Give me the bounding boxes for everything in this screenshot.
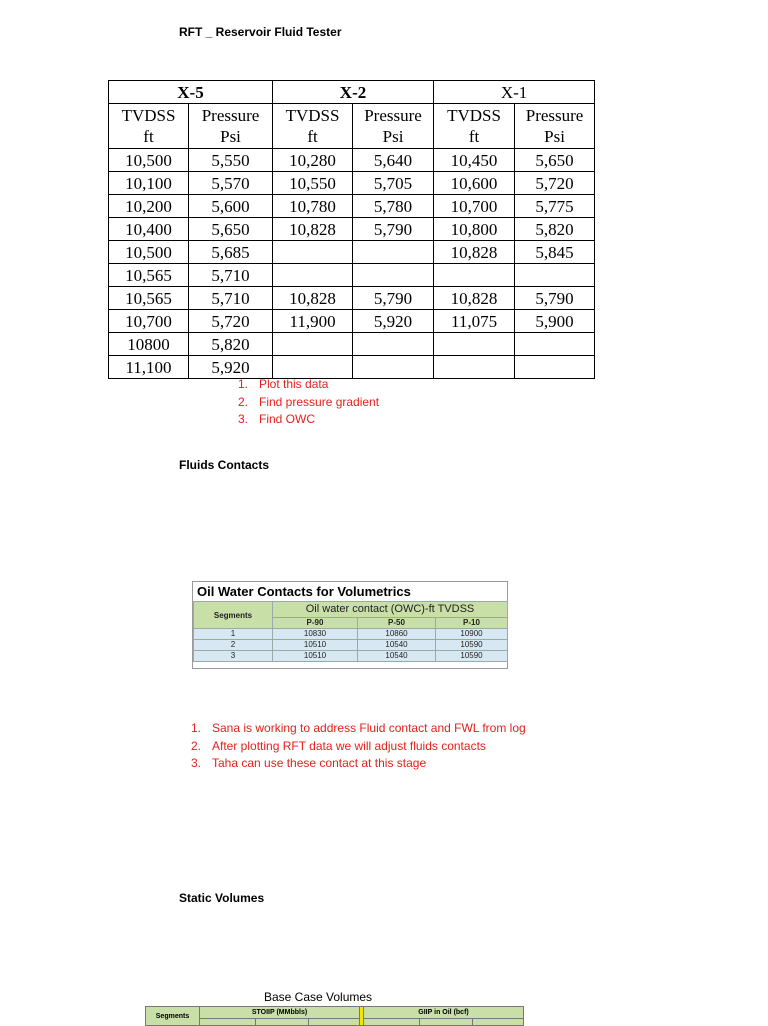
rft-cell xyxy=(434,264,515,287)
owc-contact-header: Oil water contact (OWC)-ft TVDSS xyxy=(273,602,508,618)
owc-cell: 10510 xyxy=(273,640,358,651)
rft-subheader-line: Psi xyxy=(382,127,404,146)
rft-heading: RFT _ Reservoir Fluid Tester xyxy=(179,25,342,39)
owc-table-title: Oil Water Contacts for Volumetrics xyxy=(197,584,411,599)
rft-row xyxy=(109,149,595,172)
rft-cell: 10,280 xyxy=(273,149,353,172)
rft-cell: 5,820 xyxy=(515,218,595,241)
rft-cell xyxy=(434,333,515,356)
rft-subheader-line: Pressure xyxy=(201,106,260,125)
rft-subheader xyxy=(273,104,353,149)
list-number: 2. xyxy=(191,738,202,753)
rft-cell xyxy=(273,333,353,356)
rft-table xyxy=(108,80,595,379)
base-case-title: Base Case Volumes xyxy=(264,990,373,1004)
rft-cell: 5,550 xyxy=(189,149,273,172)
list-item-text: After plotting RFT data we will adjust fluids contacts xyxy=(212,738,486,753)
rft-subheader-line: Pressure xyxy=(525,106,584,125)
list-item xyxy=(191,738,526,756)
well-header-x5: X-5 xyxy=(109,81,273,104)
owc-cell: 10540 xyxy=(358,651,436,662)
rft-cell: 5,920 xyxy=(353,310,434,333)
rft-cell: 5,845 xyxy=(515,241,595,264)
rft-cell: 10,780 xyxy=(273,195,353,218)
rft-cell xyxy=(273,241,353,264)
rft-cell: 5,710 xyxy=(189,264,273,287)
rft-cell: 11,900 xyxy=(273,310,353,333)
rft-cell: 10,828 xyxy=(434,241,515,264)
base-stoiip-sub xyxy=(200,1019,256,1026)
list-number: 2. xyxy=(238,394,249,409)
owc-table xyxy=(193,601,508,662)
owc-row xyxy=(194,651,508,662)
base-giip-sub xyxy=(420,1019,473,1026)
owc-cell: 10590 xyxy=(436,651,508,662)
rft-subheader xyxy=(515,104,595,149)
owc-table-box xyxy=(192,581,508,669)
rft-cell xyxy=(515,264,595,287)
rft-cell: 10,565 xyxy=(109,264,189,287)
rft-cell: 5,790 xyxy=(353,218,434,241)
rft-cell: 10,450 xyxy=(434,149,515,172)
rft-row xyxy=(109,195,595,218)
list-item-text: Taha can use these contact at this stage xyxy=(212,756,427,770)
list-item-text: Plot this data xyxy=(259,377,329,391)
list-item xyxy=(238,411,379,429)
base-segments-header: Segments xyxy=(146,1007,200,1026)
owc-cell: 10510 xyxy=(273,651,358,662)
rft-cell: 10,828 xyxy=(434,287,515,310)
rft-cell: 11,075 xyxy=(434,310,515,333)
base-stoiip-header: STOIIP (MMbbls) xyxy=(200,1007,360,1019)
owc-row xyxy=(194,629,508,640)
rft-cell: 5,720 xyxy=(515,172,595,195)
rft-cell xyxy=(434,356,515,379)
rft-subheader-line: TVDSS xyxy=(121,106,176,125)
rft-cell xyxy=(353,264,434,287)
base-case-table xyxy=(145,1006,524,1026)
owc-cell: 10860 xyxy=(358,629,436,640)
list-item xyxy=(238,376,379,394)
rft-cell: 5,640 xyxy=(353,149,434,172)
rft-subheader-line: Psi xyxy=(544,127,565,146)
rft-cell: 5,775 xyxy=(515,195,595,218)
rft-subheader xyxy=(353,104,434,149)
rft-cell: 10,100 xyxy=(109,172,189,195)
rft-cell: 5,570 xyxy=(189,172,273,195)
rft-subheader-line: ft xyxy=(468,127,480,146)
rft-cell xyxy=(353,333,434,356)
static-heading: Static Volumes xyxy=(179,891,265,905)
rft-subheader xyxy=(109,104,189,149)
rft-row xyxy=(109,287,595,310)
fluids-notes-list xyxy=(191,720,526,773)
rft-cell xyxy=(273,264,353,287)
rft-row xyxy=(109,172,595,195)
base-stoiip-sub xyxy=(256,1019,309,1026)
list-item xyxy=(238,394,379,412)
rft-cell xyxy=(353,241,434,264)
base-stoiip-sub xyxy=(309,1019,360,1026)
rft-row xyxy=(109,241,595,264)
list-item-text: Find pressure gradient xyxy=(259,394,380,409)
rft-cell: 10,550 xyxy=(273,172,353,195)
rft-cell: 5,920 xyxy=(189,356,273,379)
rft-cell: 10,800 xyxy=(434,218,515,241)
rft-cell: 10,828 xyxy=(273,218,353,241)
rft-subheader-line: TVDSS xyxy=(285,106,340,125)
rft-cell: 5,710 xyxy=(189,287,273,310)
rft-cell: 10,828 xyxy=(273,287,353,310)
rft-row xyxy=(109,264,595,287)
rft-cell: 5,780 xyxy=(353,195,434,218)
list-number: 1. xyxy=(238,377,249,391)
list-number: 1. xyxy=(191,721,202,735)
list-item-text: Sana is working to address Fluid contact and FWL from log xyxy=(212,721,526,735)
owc-segments-header: Segments xyxy=(194,602,273,629)
rft-cell: 10,600 xyxy=(434,172,515,195)
rft-cell: 5,790 xyxy=(515,287,595,310)
owc-row xyxy=(194,640,508,651)
rft-cell: 5,820 xyxy=(189,333,273,356)
rft-cell: 11,100 xyxy=(109,356,189,379)
rft-subheader-line: Psi xyxy=(220,127,241,146)
base-giip-sub xyxy=(364,1019,420,1026)
base-giip-sub xyxy=(473,1019,524,1026)
rft-cell: 5,900 xyxy=(515,310,595,333)
rft-cell: 5,720 xyxy=(189,310,273,333)
owc-cell: 10590 xyxy=(436,640,508,651)
rft-cell: 5,650 xyxy=(515,149,595,172)
rft-subheader xyxy=(189,104,273,149)
owc-cell: 2 xyxy=(194,640,273,651)
rft-cell: 5,685 xyxy=(189,241,273,264)
rft-cell xyxy=(515,356,595,379)
list-item xyxy=(191,755,526,773)
owc-cell: 3 xyxy=(194,651,273,662)
rft-cell: 10,700 xyxy=(434,195,515,218)
owc-col-p90: P-90 xyxy=(273,618,358,629)
well-header-x2: X-2 xyxy=(273,81,434,104)
list-number: 3. xyxy=(238,412,249,426)
rft-row xyxy=(109,333,595,356)
rft-cell: 10,500 xyxy=(109,149,189,172)
list-number: 3. xyxy=(191,756,202,770)
rft-cell: 5,790 xyxy=(353,287,434,310)
rft-subheader xyxy=(434,104,515,149)
rft-cell: 10800 xyxy=(109,333,189,356)
rft-subheader-line: Pressure xyxy=(364,106,422,125)
base-giip-header: GIIP in Oil (bcf) xyxy=(364,1007,524,1019)
rft-cell: 5,600 xyxy=(189,195,273,218)
rft-subheader-line: ft xyxy=(143,127,154,146)
list-item-text: Find OWC xyxy=(259,412,316,426)
rft-cell: 10,200 xyxy=(109,195,189,218)
owc-col-p10: P-10 xyxy=(436,618,508,629)
rft-subheader-line: TVDSS xyxy=(447,106,501,125)
rft-cell: 10,565 xyxy=(109,287,189,310)
list-item xyxy=(191,720,526,738)
rft-cell: 10,700 xyxy=(109,310,189,333)
owc-cell: 10830 xyxy=(273,629,358,640)
rft-row xyxy=(109,310,595,333)
rft-cell: 10,500 xyxy=(109,241,189,264)
rft-task-list xyxy=(238,376,379,429)
owc-cell: 10900 xyxy=(436,629,508,640)
owc-cell: 10540 xyxy=(358,640,436,651)
rft-subheader-line: ft xyxy=(307,127,318,146)
rft-cell xyxy=(515,333,595,356)
fluids-heading: Fluids Contacts xyxy=(179,458,270,472)
rft-cell: 5,705 xyxy=(353,172,434,195)
rft-row xyxy=(109,218,595,241)
rft-cell: 5,650 xyxy=(189,218,273,241)
rft-cell: 10,400 xyxy=(109,218,189,241)
well-header-x1: X-1 xyxy=(434,81,595,104)
owc-col-p50: P-50 xyxy=(358,618,436,629)
owc-cell: 1 xyxy=(194,629,273,640)
